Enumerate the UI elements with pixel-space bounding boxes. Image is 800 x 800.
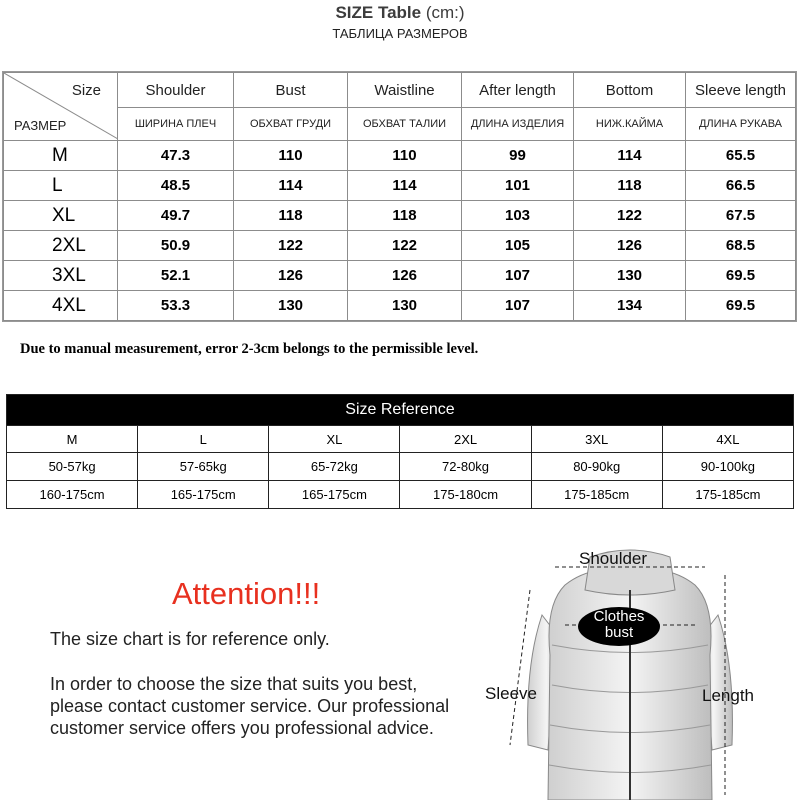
value-cell: 114 <box>234 171 348 201</box>
header-row-en <box>4 73 796 108</box>
size-cell: 3XL <box>4 261 118 291</box>
reference-weight: 57-65kg <box>138 453 269 481</box>
reference-weight: 80-90kg <box>531 453 662 481</box>
value-cell: 130 <box>234 291 348 321</box>
title-unit: (cm:) <box>425 3 465 22</box>
size-reference-table <box>6 394 794 509</box>
value-cell: 101 <box>462 171 574 201</box>
attention-line-1: The size chart is for reference only. <box>50 629 330 649</box>
col-header-waistline-ru: ОБХВАТ ТАЛИИ <box>348 108 462 141</box>
value-cell: 118 <box>574 171 686 201</box>
value-cell: 47.3 <box>118 141 234 171</box>
value-cell: 107 <box>462 291 574 321</box>
reference-height: 165-175cm <box>269 481 400 509</box>
value-cell: 134 <box>574 291 686 321</box>
size-cell: L <box>4 171 118 201</box>
value-cell: 52.1 <box>118 261 234 291</box>
col-header-bust-ru: ОБХВАТ ГРУДИ <box>234 108 348 141</box>
value-cell: 65.5 <box>686 141 796 171</box>
reference-size: 4XL <box>662 426 793 453</box>
table-row <box>4 291 796 321</box>
length-label: Length <box>702 686 754 705</box>
value-cell: 122 <box>234 231 348 261</box>
value-cell: 103 <box>462 201 574 231</box>
value-cell: 99 <box>462 141 574 171</box>
header-row-ru <box>4 108 796 141</box>
value-cell: 69.5 <box>686 261 796 291</box>
table-row <box>4 261 796 291</box>
reference-weight: 50-57kg <box>7 453 138 481</box>
table-row <box>4 201 796 231</box>
value-cell: 118 <box>234 201 348 231</box>
reference-weight: 90-100kg <box>662 453 793 481</box>
value-cell: 110 <box>234 141 348 171</box>
attention-line-2: In order to choose the size that suits you best, please contact customer service. Our professional customer service offers you professional advice. <box>50 674 450 738</box>
jacket-diagram <box>470 545 790 800</box>
value-cell: 50.9 <box>118 231 234 261</box>
sleeve-label: Sleeve <box>485 684 537 703</box>
value-cell: 105 <box>462 231 574 261</box>
value-cell: 130 <box>574 261 686 291</box>
size-cell: 2XL <box>4 231 118 261</box>
value-cell: 122 <box>348 231 462 261</box>
value-cell: 126 <box>234 261 348 291</box>
corner-cell <box>4 73 118 141</box>
value-cell: 66.5 <box>686 171 796 201</box>
col-header-sleeve-length: Sleeve length <box>686 73 796 108</box>
table-row <box>4 171 796 201</box>
value-cell: 69.5 <box>686 291 796 321</box>
corner-size-label: Size <box>71 82 101 99</box>
value-cell: 126 <box>348 261 462 291</box>
value-cell: 110 <box>348 141 462 171</box>
value-cell: 126 <box>574 231 686 261</box>
value-cell: 49.7 <box>118 201 234 231</box>
title-text: SIZE Table <box>335 3 422 22</box>
col-header-sleeve-length-ru: ДЛИНА РУКАВА <box>686 108 796 141</box>
table-row <box>4 231 796 261</box>
reference-height: 175-185cm <box>662 481 793 509</box>
reference-height: 175-185cm <box>531 481 662 509</box>
shoulder-label: Shoulder <box>579 549 648 568</box>
value-cell: 68.5 <box>686 231 796 261</box>
size-cell: 4XL <box>4 291 118 321</box>
reference-weight: 72-80kg <box>400 453 531 481</box>
reference-size-row <box>7 426 794 453</box>
reference-height: 175-180cm <box>400 481 531 509</box>
reference-size: L <box>138 426 269 453</box>
clothes-bust-label: Clothes bust <box>578 607 660 646</box>
col-header-bust: Bust <box>234 73 348 108</box>
value-cell: 114 <box>348 171 462 201</box>
value-cell: 114 <box>574 141 686 171</box>
col-header-shoulder: Shoulder <box>118 73 234 108</box>
reference-height-row <box>7 481 794 509</box>
attention-heading: Attention!!! <box>172 576 321 611</box>
page-subtitle: ТАБЛИЦА РАЗМЕРОВ <box>332 26 468 41</box>
reference-size: 3XL <box>531 426 662 453</box>
reference-weight: 65-72kg <box>269 453 400 481</box>
value-cell: 122 <box>574 201 686 231</box>
jacket-illustration <box>528 550 733 800</box>
value-cell: 48.5 <box>118 171 234 201</box>
value-cell: 53.3 <box>118 291 234 321</box>
col-header-bottom: Bottom <box>574 73 686 108</box>
col-header-waistline: Waistline <box>348 73 462 108</box>
corner-ru-label: РАЗМЕР <box>14 118 67 133</box>
reference-weight-row <box>7 453 794 481</box>
col-header-bottom-ru: НИЖ.КАЙМА <box>574 108 686 141</box>
measurement-note: Due to manual measurement, error 2-3cm belongs to the permissible level. <box>20 341 479 357</box>
col-header-after-length: After length <box>462 73 574 108</box>
size-table <box>3 72 796 321</box>
size-cell: XL <box>4 201 118 231</box>
reference-size: M <box>7 426 138 453</box>
value-cell: 107 <box>462 261 574 291</box>
reference-height: 165-175cm <box>138 481 269 509</box>
value-cell: 118 <box>348 201 462 231</box>
value-cell: 67.5 <box>686 201 796 231</box>
col-header-after-length-ru: ДЛИНА ИЗДЕЛИЯ <box>462 108 574 141</box>
col-header-shoulder-ru: ШИРИНА ПЛЕЧ <box>118 108 234 141</box>
value-cell: 130 <box>348 291 462 321</box>
table-row <box>4 141 796 171</box>
size-cell: M <box>4 141 118 171</box>
reference-size: XL <box>269 426 400 453</box>
reference-height: 160-175cm <box>7 481 138 509</box>
reference-size: 2XL <box>400 426 531 453</box>
size-reference-title: Size Reference <box>7 395 794 426</box>
page-title <box>0 3 800 23</box>
